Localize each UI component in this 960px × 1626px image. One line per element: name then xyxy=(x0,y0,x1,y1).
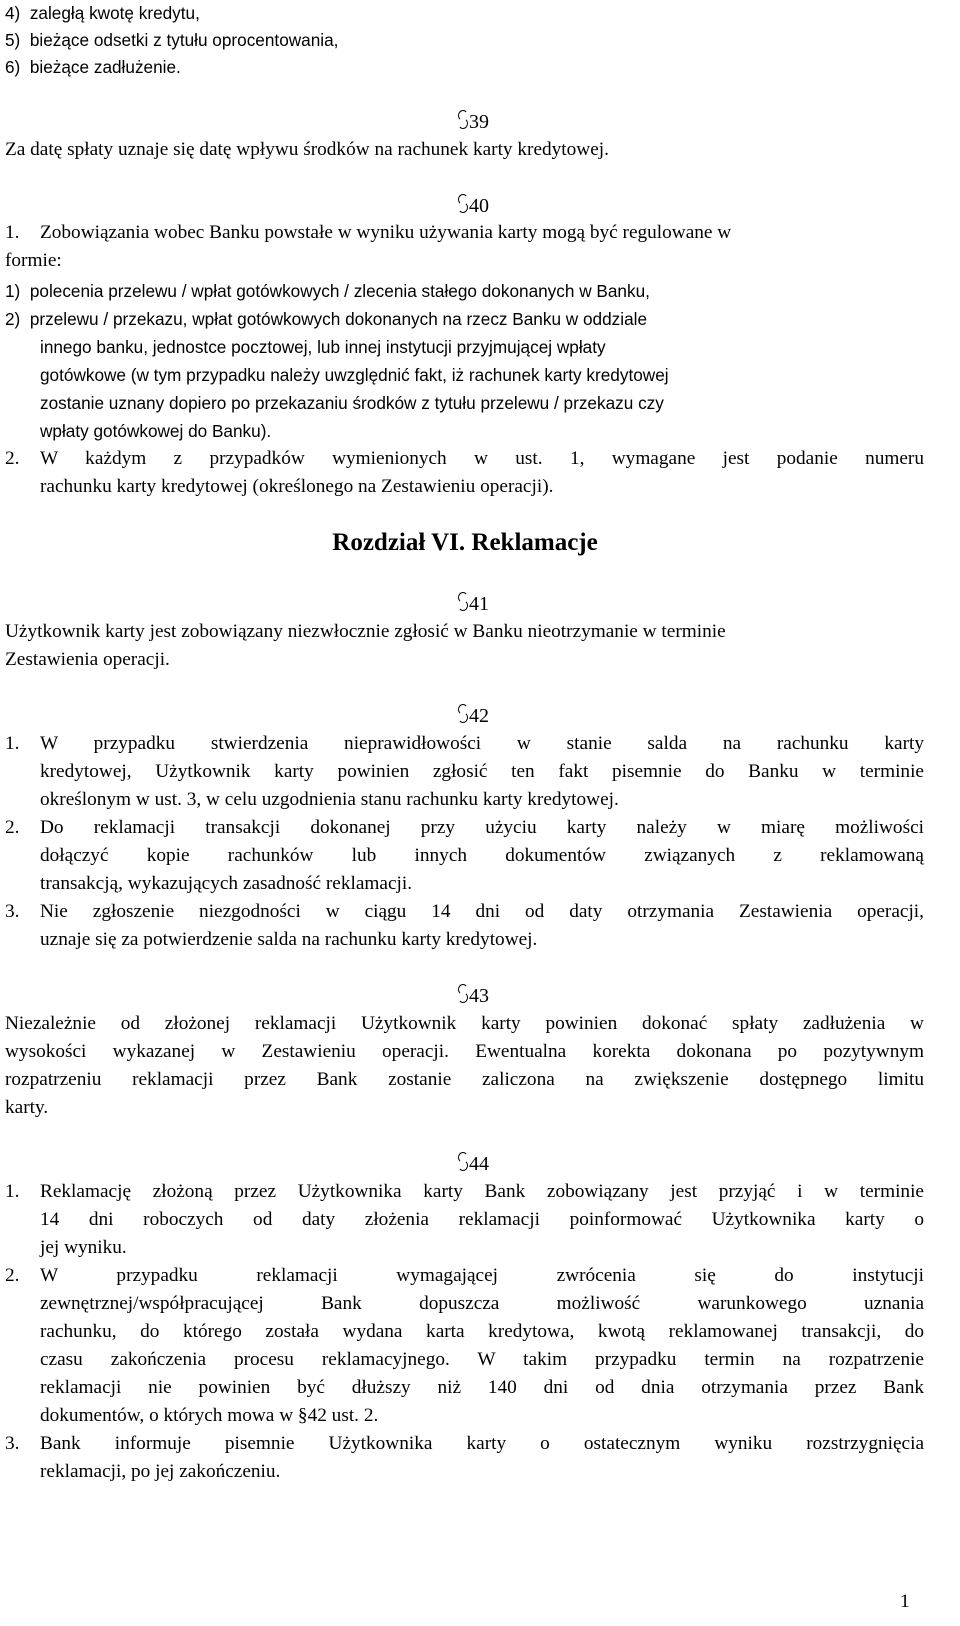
paragraph-number: 3. xyxy=(5,1433,20,1454)
paragraph-line: W każdym z przypadków wymienionych w ust. 1, wymagane jest podanie numeru xyxy=(40,448,924,469)
paragraph-line: Reklamację złożoną przez Użytkownika karty Bank zobowiązany jest przyjąć i w terminie xyxy=(40,1181,924,1202)
paragraph-number: 2. xyxy=(5,448,20,469)
paragraph-number: 3. xyxy=(5,901,20,922)
paragraph-line: formie: xyxy=(5,250,62,271)
paragraph-line: określonym w ust. 3, w celu uzgodnienia stanu rachunku karty kredytowej. xyxy=(40,789,619,810)
paragraph-number: 1. xyxy=(5,733,20,754)
list-item-continuation: gotówkowe (w tym przypadku należy uwzględnić fakt, iż rachunek karty kredytowej xyxy=(40,365,669,385)
paragraph-line: Niezależnie od złożonej reklamacji Użytkownik karty powinien dokonać spłaty zadłużenia w xyxy=(5,1013,924,1034)
section-sign-icon xyxy=(457,704,468,724)
section-sign-icon xyxy=(457,194,468,214)
paragraph-line: Zobowiązania wobec Banku powstałe w wyniku używania karty mogą być regulowane w xyxy=(40,222,732,243)
paragraph-line: wysokości wykazanej w Zestawieniu operacji. Ewentualna korekta dokonana po pozytywnym xyxy=(5,1041,924,1062)
paragraph-line: W przypadku stwierdzenia nieprawidłowości w stanie salda na rachunku karty xyxy=(40,733,924,754)
list-item-continuation: wpłaty gotówkowej do Banku). xyxy=(40,421,272,441)
paragraph-line: rozpatrzeniu reklamacji przez Bank zostanie zaliczona na zwiększenie dostępnego limitu xyxy=(5,1069,924,1090)
paragraph-line: reklamacji, po jej zakończeniu. xyxy=(40,1461,281,1482)
paragraph-line: reklamacji nie powinien być dłuższy niż 140 dni od dnia otrzymania przez Bank xyxy=(40,1377,924,1398)
paragraph-line: W przypadku reklamacji wymagającej zwrócenia się do instytucji xyxy=(40,1265,924,1286)
section-44-heading: 44 xyxy=(457,1150,489,1178)
paragraph-line: Użytkownik karty jest zobowiązany niezwłocznie zgłosić w Banku nieotrzymanie w terminie xyxy=(5,621,726,642)
paragraph-line: karty. xyxy=(5,1097,49,1118)
list-item: 1) polecenia przelewu / wpłat gotówkowych / zlecenia stałego dokonanych w Banku, xyxy=(5,281,650,301)
section-43-heading: 43 xyxy=(457,982,489,1010)
paragraph-line: rachunku, do którego została wydana karta kredytowa, kwotą reklamowanej transakcji, do xyxy=(40,1321,924,1342)
section-39-heading: 39 xyxy=(457,108,489,136)
section-sign-icon xyxy=(457,592,468,612)
paragraph-line: 14 dni roboczych od daty złożenia reklamacji poinformować Użytkownika karty o xyxy=(40,1209,924,1230)
paragraph-line: czasu zakończenia procesu reklamacyjnego. W takim przypadku termin na rozpatrzenie xyxy=(40,1349,924,1370)
section-40-heading: 40 xyxy=(457,192,489,220)
list-item: 4) zaległą kwotę kredytu, xyxy=(5,3,200,23)
list-item: 6) bieżące zadłużenie. xyxy=(5,57,181,77)
paragraph-line: zewnętrznej/współpracującej Bank dopuszcza możliwość warunkowego uznania xyxy=(40,1293,924,1314)
section-sign-icon xyxy=(457,1152,468,1172)
paragraph-line: kredytowej, Użytkownik karty powinien zgłosić ten fakt pisemnie do Banku w terminie xyxy=(40,761,924,782)
list-item: 2) przelewu / przekazu, wpłat gotówkowych dokonanych na rzecz Banku w oddziale xyxy=(5,309,648,329)
paragraph-line: rachunku karty kredytowej (określonego na Zestawieniu operacji). xyxy=(40,476,554,497)
paragraph-line: Do reklamacji transakcji dokonanej przy użyciu karty należy w miarę możliwości xyxy=(40,817,924,838)
paragraph-number: 1. xyxy=(5,1181,20,1202)
paragraph-line: transakcją, wykazujących zasadność reklamacji. xyxy=(40,873,413,894)
paragraph-line: Zestawienia operacji. xyxy=(5,649,170,670)
section-39-text: Za datę spłaty uznaje się datę wpływu środków na rachunek karty kredytowej. xyxy=(5,139,609,160)
list-item-continuation: innego banku, jednostce pocztowej, lub innej instytucji przyjmującej wpłaty xyxy=(40,337,606,357)
section-42-heading: 42 xyxy=(457,702,489,730)
paragraph-line: dołączyć kopie rachunków lub innych dokumentów związanych z reklamowaną xyxy=(40,845,924,866)
paragraph-number: 1. xyxy=(5,222,20,243)
section-sign-icon xyxy=(457,984,468,1004)
paragraph-line: Bank informuje pisemnie Użytkownika karty o ostatecznym wyniku rozstrzygnięcia xyxy=(40,1433,924,1454)
section-sign-icon xyxy=(457,110,468,130)
paragraph-line: dokumentów, o których mowa w §42 ust. 2. xyxy=(40,1405,379,1426)
page-number: 1 xyxy=(900,1591,910,1612)
chapter-heading: Rozdział VI. Reklamacje xyxy=(332,529,598,556)
paragraph-line: uznaje się za potwierdzenie salda na rachunku karty kredytowej. xyxy=(40,929,538,950)
list-item-continuation: zostanie uznany dopiero po przekazaniu środków z tytułu przelewu / przekazu czy xyxy=(40,393,664,413)
paragraph-number: 2. xyxy=(5,1265,20,1286)
paragraph-number: 2. xyxy=(5,817,20,838)
paragraph-line: jej wyniku. xyxy=(40,1237,127,1258)
list-item: 5) bieżące odsetki z tytułu oprocentowania, xyxy=(5,30,339,50)
paragraph-line: Nie zgłoszenie niezgodności w ciągu 14 dni od daty otrzymania Zestawienia operacji, xyxy=(40,901,924,922)
section-41-heading: 41 xyxy=(457,590,489,618)
